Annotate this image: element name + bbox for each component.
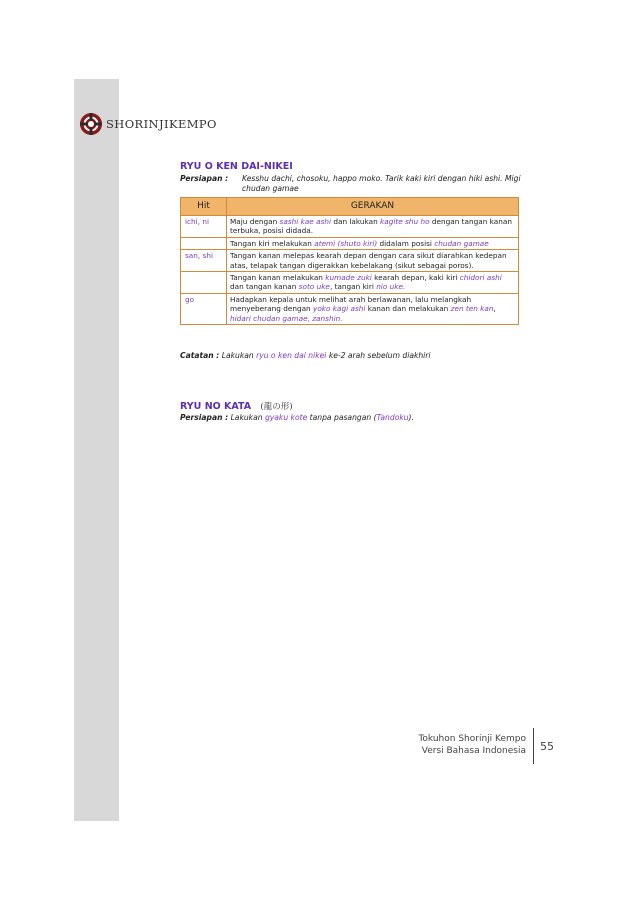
- section2-preparation: [180, 413, 530, 423]
- logo: [79, 111, 217, 137]
- hit-cell: [181, 237, 227, 249]
- prep-text-b: hiki ashi. Migi chudan gamae: [242, 174, 521, 193]
- prep2-text-b: tanpa pasangan (: [307, 413, 377, 422]
- table-row: [181, 293, 519, 324]
- hit-cell: san, shi: [181, 250, 227, 272]
- prep2-text-a: Lakukan: [230, 413, 265, 422]
- technique-term: kagite shu ho: [380, 217, 430, 226]
- description-text: ,: [493, 304, 496, 314]
- description-text: Tangan kanan melepas kearah depan dengan cara sikut diarahkan kedepan atas, telapak tangan digerakkan kebelakang (sikut sebagai poros).: [230, 251, 507, 270]
- movement-description: [227, 237, 519, 249]
- table-row: [181, 237, 519, 249]
- technique-term: sashi kae ashi: [279, 217, 332, 226]
- table-row: [181, 216, 519, 238]
- technique-term: chidori ashi: [459, 273, 502, 283]
- movement-description: [227, 250, 519, 272]
- description-text: dan lakukan: [331, 217, 381, 226]
- description-text: Tangan kanan melakukan: [230, 273, 326, 283]
- section-title-ryu-no-kata: [180, 400, 293, 412]
- description-text: dengan tangan kanan terbuka, posisi didada.: [230, 217, 512, 236]
- movement-description: [227, 216, 519, 238]
- section-title-ryu-o-ken: RYU O KEN DAI-NIKEI: [180, 161, 293, 172]
- note-label: Catatan :: [180, 351, 220, 360]
- description-text: , tangan kiri: [329, 282, 377, 292]
- technique-term: chudan gamae: [434, 238, 489, 248]
- description-text: Hadapkan kepala untuk melihat arah berlawanan, lalu melangkah menyeberang dengan: [230, 294, 472, 314]
- hit-cell: ichi, ni: [181, 216, 227, 238]
- description-text: dan tangan kanan: [230, 282, 299, 292]
- footer-line-2: Versi Bahasa Indonesia: [421, 746, 526, 756]
- technique-term: soto uke: [298, 282, 330, 292]
- note-text-b: ke-2 arah sebelum diakhiri: [326, 351, 431, 360]
- shorinji-kempo-emblem-icon: [79, 112, 103, 136]
- technique-term: kumade zuki: [325, 273, 372, 283]
- prep-text-a: Kesshu dachi, chosoku, happo moko. Tarik kaki kiri dengan: [242, 174, 467, 183]
- technique-term: atemi (shuto kiri): [314, 238, 378, 248]
- hit-cell: go: [181, 293, 227, 324]
- footer-divider: [533, 728, 534, 764]
- technique-term: nio uke.: [376, 282, 406, 292]
- header-hit: Hit: [181, 198, 227, 216]
- page-sidebar-bar: [74, 79, 119, 821]
- note-text-a: Lakukan: [221, 351, 257, 360]
- movement-description: [227, 272, 519, 294]
- table-row: [181, 250, 519, 272]
- note: [180, 351, 431, 360]
- header-gerakan: GERAKAN: [227, 198, 519, 216]
- ryu-no-kata-title: RYU NO KATA: [180, 401, 252, 412]
- movement-description: [227, 293, 519, 324]
- page-number: 55: [540, 740, 554, 753]
- technique-term: hidari chudan gamae, zanshin.: [230, 313, 343, 323]
- description-text: didalam posisi: [377, 238, 435, 248]
- footer-book-title: [418, 733, 526, 757]
- prep2-text-c: ).: [408, 413, 414, 422]
- footer-line-1: Tokuhon Shorinji Kempo: [418, 734, 526, 744]
- technique-term: yoko kagi ashi: [313, 304, 366, 314]
- description-text: kearah depan, kaki kiri: [371, 273, 460, 283]
- section1-preparation: [180, 174, 530, 196]
- description-text: kanan dan melakukan: [365, 304, 451, 314]
- prep2-gyaku-kote: gyaku kote: [264, 413, 308, 422]
- hit-cell: [181, 272, 227, 294]
- prep2-tandoku: Tandoku: [376, 413, 409, 422]
- description-text: Maju dengan: [230, 217, 280, 226]
- prep-label: Persiapan :: [180, 174, 229, 183]
- note-kata-name: ryu o ken dai nikei: [256, 351, 327, 360]
- logo-text: SHORINJIKEMPO: [106, 117, 217, 131]
- ryu-no-kata-kanji: (龍の形): [260, 402, 293, 412]
- description-text: Tangan kiri melakukan: [230, 238, 315, 248]
- table-row: [181, 272, 519, 294]
- prep2-label: Persiapan :: [180, 413, 229, 422]
- movements-table: [180, 197, 519, 325]
- technique-term: zen ten kan: [450, 304, 494, 314]
